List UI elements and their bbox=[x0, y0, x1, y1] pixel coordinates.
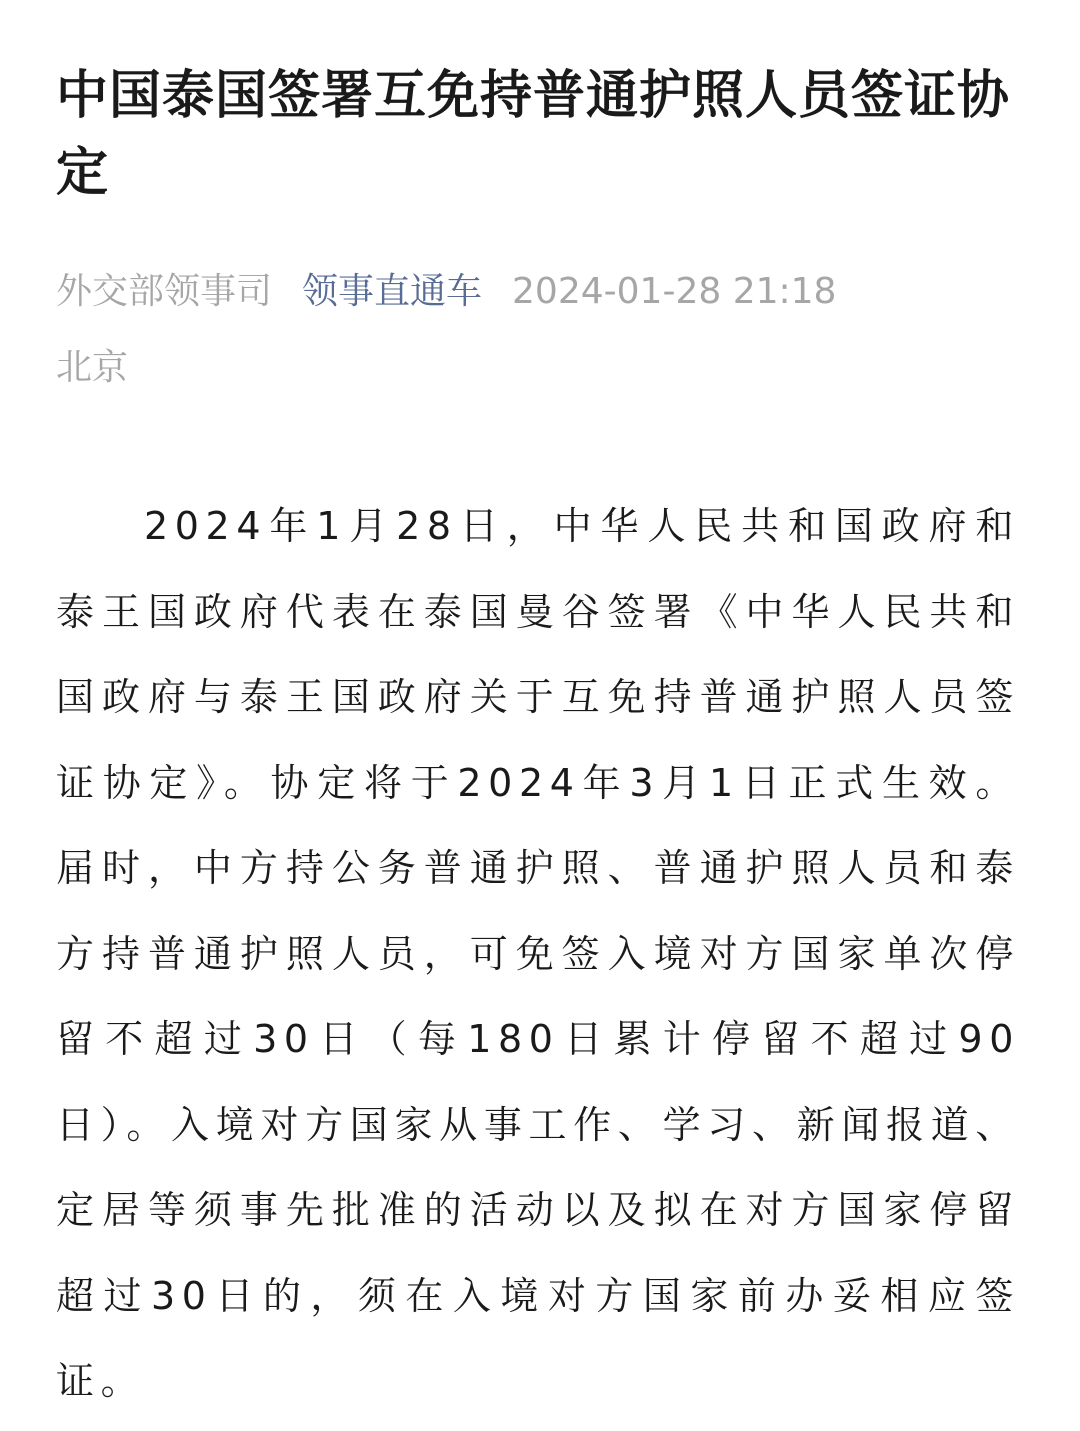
article-body: 2024年1月28日，中华人民共和国政府和泰王国政府代表在泰国曼谷签署《中华人民共和国政府与泰王国政府关于互免持普通护照人员签证协定》。协定将于2024年3月1日正式生效。届时，中方持公务普通护照、普通护照人员和泰方持普通护照人员，可免签入境对方国家单次停留不超过30日（每180日累计停留不超过90日）。入境对方国家从事工作、学习、新闻报道、定居等须事先批准的活动以及拟在对方国家停留超过30日的，须在入境对方国家前办妥相应签证。 bbox=[56, 504, 1020, 1403]
article bbox=[56, 58, 1020, 1425]
publish-location: 北京 bbox=[56, 347, 129, 388]
publish-datetime: 2024-01-28 21:18 bbox=[512, 271, 837, 312]
article-title: 中国泰国签署互免持普通护照人员签证协定 bbox=[56, 66, 1011, 203]
account-link[interactable]: 领事直通车 bbox=[302, 271, 483, 312]
article-meta bbox=[56, 254, 1020, 406]
author-name: 外交部领事司 bbox=[56, 271, 273, 312]
